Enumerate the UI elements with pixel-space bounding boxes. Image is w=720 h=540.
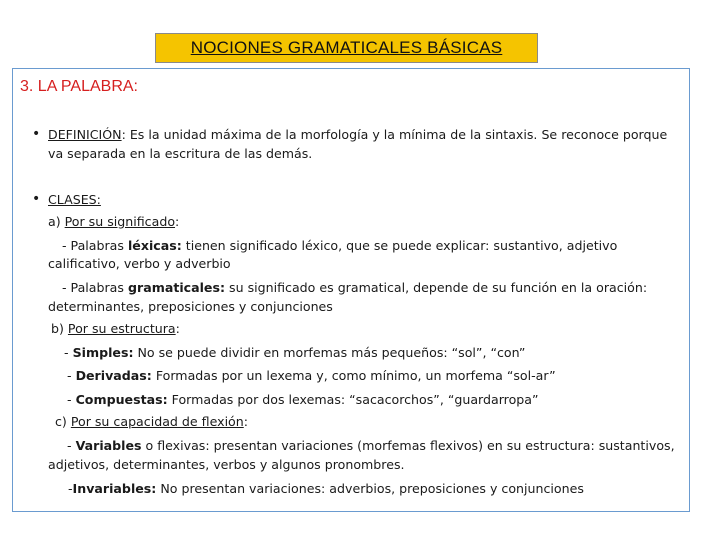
invariables-bold: Invariables: — [72, 481, 157, 496]
compuestas-line — [67, 391, 539, 408]
clases-a-suffix: : — [175, 214, 180, 229]
compuestas-prefix: - — [67, 392, 76, 407]
lexicas-bold: léxicas: — [127, 238, 182, 253]
clases-c-suffix: : — [243, 414, 248, 429]
clases-b-prefix: b) — [51, 321, 68, 336]
definicion-text-1: : Es la unidad máxima de la morfología y la mínima de la sintaxis. Se reconoce porque — [121, 127, 668, 142]
variables-line-1 — [67, 437, 675, 454]
gramaticales-bold: gramaticales: — [127, 280, 226, 295]
lexicas-line-2: calificativo, verbo y adverbio — [48, 256, 231, 271]
derivadas-bold: Derivadas: — [75, 368, 152, 383]
definicion-line-1 — [48, 126, 667, 143]
clases-label — [48, 191, 101, 208]
clases-b-heading — [51, 320, 180, 337]
variables-prefix: - — [67, 438, 76, 453]
clases-c-label: Por su capacidad de flexión — [70, 414, 244, 429]
gramaticales-prefix: - Palabras — [62, 280, 128, 295]
page-title: NOCIONES GRAMATICALES BÁSICAS — [190, 38, 503, 57]
lexicas-text-1: tienen significado léxico, que se puede explicar: sustantivo, adjetivo — [181, 238, 618, 253]
invariables-text: No presentan variaciones: adverbios, preposiciones y conjunciones — [156, 481, 584, 496]
clases-a-label: Por su significado — [64, 214, 176, 229]
lexicas-line-1 — [62, 237, 617, 254]
invariables-line — [68, 480, 584, 497]
clases-b-label: Por su estructura — [67, 321, 176, 336]
clases-label-text: CLASES: — [48, 192, 101, 207]
invariables-prefix: - — [68, 481, 73, 496]
definicion-label: DEFINICIÓN — [48, 127, 122, 142]
simples-prefix: - — [64, 345, 73, 360]
gramaticales-line-1 — [62, 279, 647, 296]
lexicas-prefix: - Palabras — [62, 238, 128, 253]
clases-c-heading — [55, 413, 248, 430]
gramaticales-text-1: su significado es gramatical, depende de su función en la oración: — [225, 280, 648, 295]
derivadas-line — [67, 367, 556, 384]
simples-line — [64, 344, 525, 361]
clases-c-prefix: c) — [55, 414, 71, 429]
compuestas-bold: Compuestas: — [75, 392, 168, 407]
simples-bold: Simples: — [72, 345, 134, 360]
variables-text-1: o flexivas: presentan variaciones (morfemas flexivos) en su estructura: sustantivos, — [141, 438, 675, 453]
gramaticales-line-2: determinantes, preposiciones y conjunciones — [48, 299, 333, 314]
compuestas-text: Formadas por dos lexemas: “sacacorchos”, “guardarropa” — [167, 392, 539, 407]
bullet-definicion: • — [32, 126, 41, 142]
derivadas-text: Formadas por un lexema y, como mínimo, un morfema “sol-ar” — [151, 368, 556, 383]
title-banner — [155, 33, 538, 63]
bullet-clases: • — [32, 191, 41, 207]
definicion-line-2: va separada en la escritura de las demás. — [48, 146, 313, 161]
simples-text: No se puede dividir en morfemas más pequeños: “sol”, “con” — [133, 345, 526, 360]
clases-a-heading — [48, 213, 179, 230]
variables-bold: Variables — [75, 438, 142, 453]
variables-line-2: adjetivos, determinantes, verbos y algunos pronombres. — [48, 457, 405, 472]
section-title: 3. LA PALABRA: — [20, 78, 138, 95]
derivadas-prefix: - — [67, 368, 76, 383]
clases-a-prefix: a) — [48, 214, 65, 229]
clases-b-suffix: : — [175, 321, 180, 336]
